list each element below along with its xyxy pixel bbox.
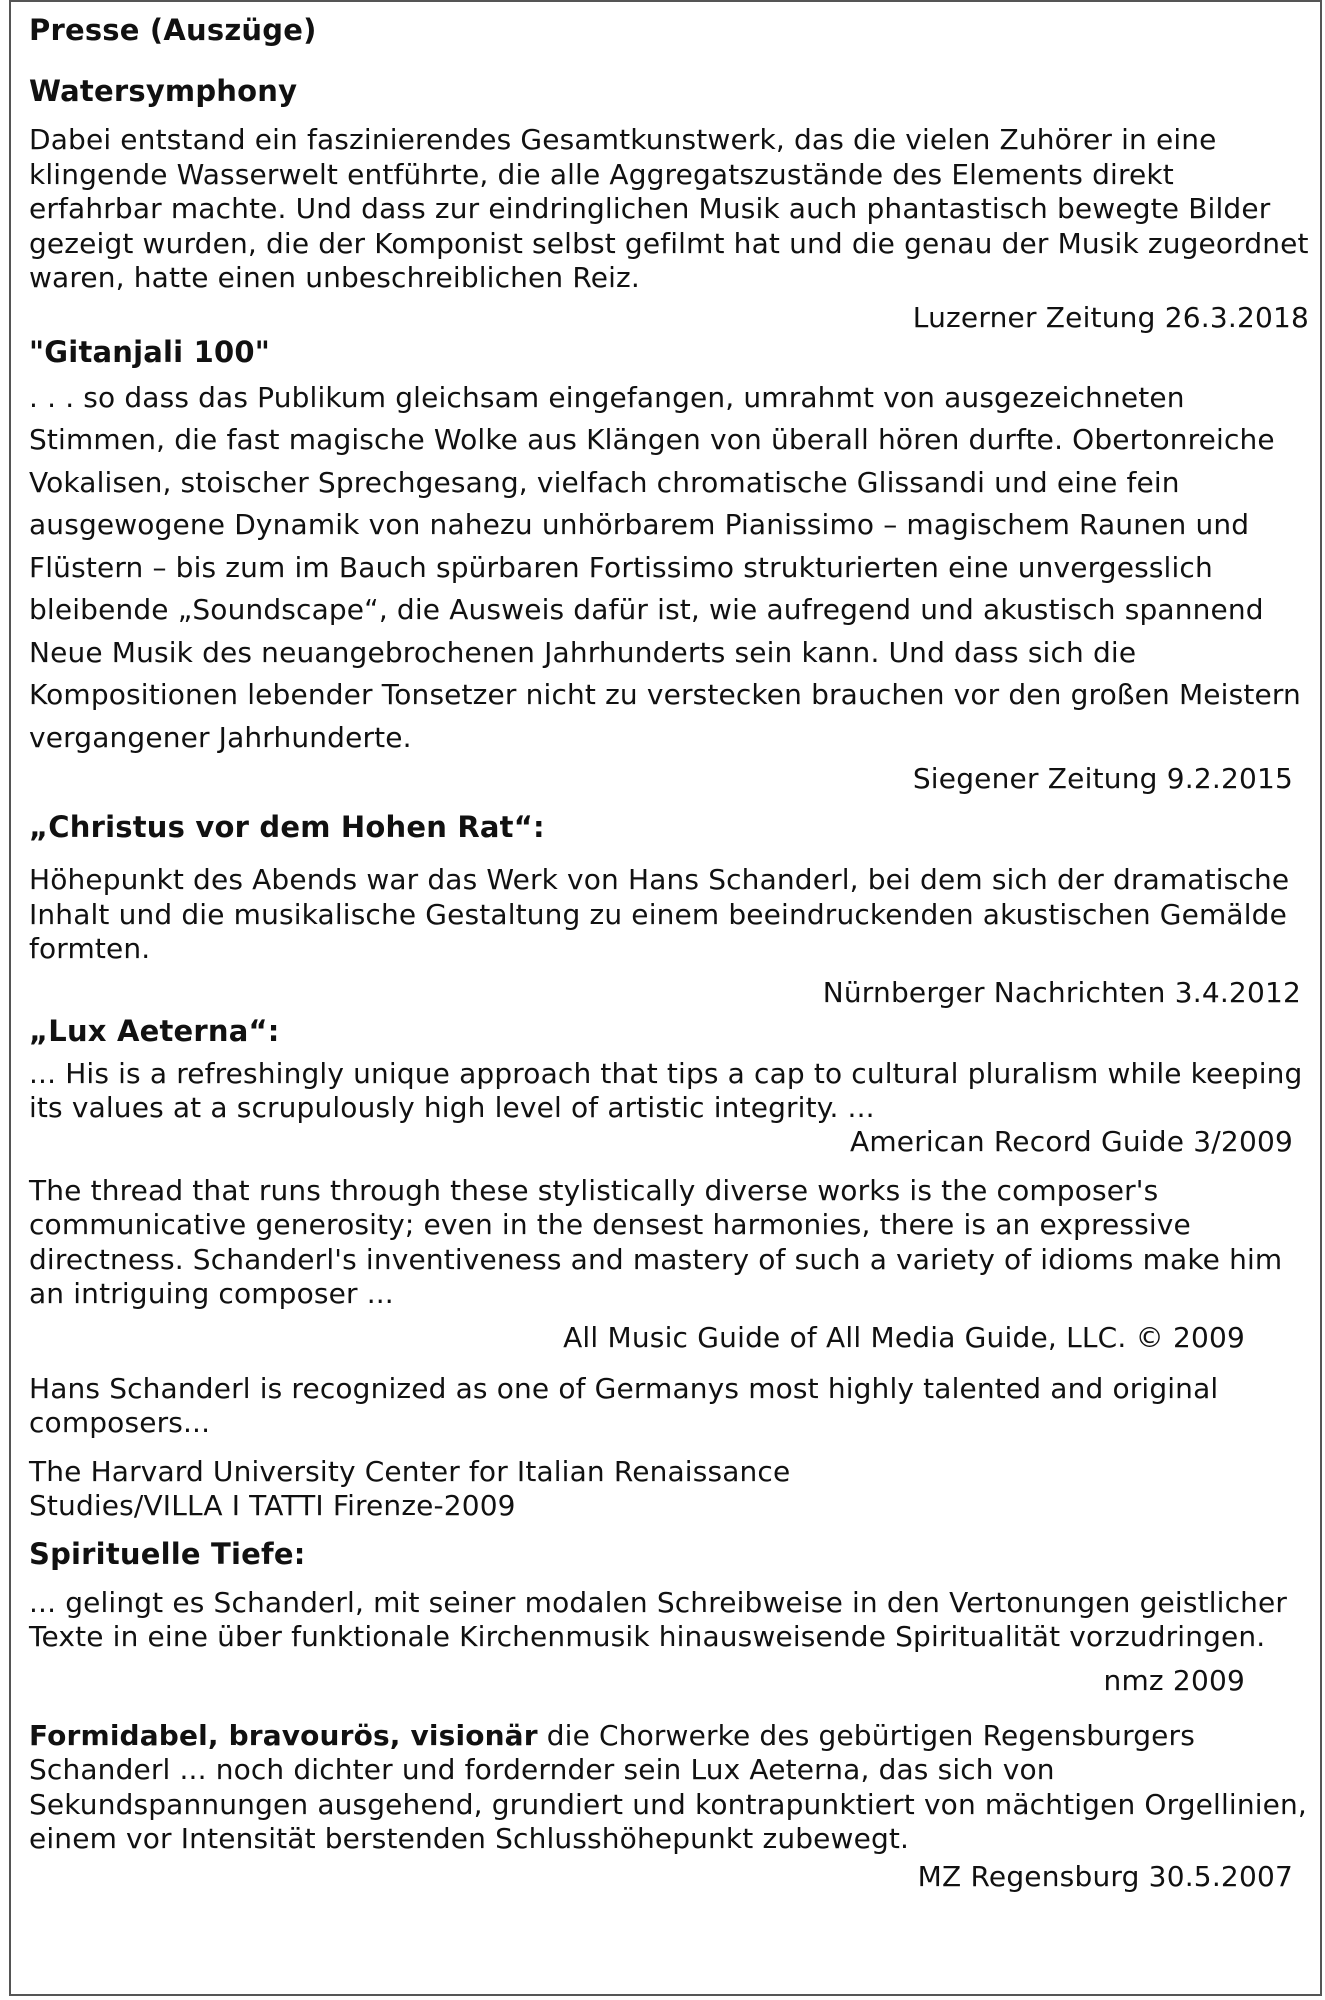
quote-lead-bold: Formidabel, bravourös, visionär [29, 1718, 538, 1752]
quote-christus: Höhepunkt des Abends war das Werk von Hans Schanderl, bei dem sich der dramatische Inhalt und die musikalische Gestaltung zu einem beeindruckenden akustischen Gemälde formten. [29, 863, 1290, 965]
quote-nmz: ... gelingt es Schanderl, mit seiner modalen Schreibweise in den Vertonungen geistlicher Texte in eine über funktionale Kirchenmusik hinausweisende Spiritualität vorzudringen. [29, 1585, 1288, 1653]
press-excerpts [29, 12, 1309, 1895]
section-heading-gitanjali: "Gitanjali 100" [29, 334, 271, 369]
section-heading-spirituelle-tiefe: Spirituelle Tiefe: [29, 1536, 306, 1571]
section-heading-christus: „Christus vor dem Hohen Rat“: [29, 810, 545, 844]
source-siegener-zeitung: Siegener Zeitung 9.2.2015 [912, 762, 1293, 795]
source-luzerner-zeitung: Luzerner Zeitung 26.3.2018 [912, 300, 1309, 334]
quote-american-record-guide: ... His is a refreshingly unique approach that tips a cap to cultural pluralism while keeping its values at a scrupulously high level of artistic integrity. ... [29, 1056, 1303, 1124]
quote-harvard: Hans Schanderl is recognized as one of Germanys most highly talented and original composers... [29, 1371, 1219, 1439]
section-heading-watersymphony: Watersymphony [29, 74, 298, 108]
quote-all-music-guide: The thread that runs through these stylistically diverse works is the composer's communicative generosity; even in the densest harmonies, there is an expressive directness. Schanderl's inventiveness and mastery of such a variety of idioms make him an intriguing composer ... [29, 1173, 1283, 1310]
source-all-music-guide: All Music Guide of All Media Guide, LLC. © 2009 [563, 1320, 1245, 1354]
page-title: Presse (Auszüge) [29, 13, 317, 47]
quote-mz-regensburg [29, 1719, 1309, 1857]
section-heading-lux-aeterna: „Lux Aeterna“: [29, 1013, 280, 1048]
quote-mz-regensburg-body: die Chorwerke des gebürtigen Regensburgers Schanderl ... noch dichter und fordernder sein Lux Aeterna, das sich von Sekundspannungen ausgehend, grundiert und kontrapunktiert von mächtigen Orgellinien, einem vor Intensität berstenden Schlusshöhepunkt zubewegt. [29, 1718, 1307, 1855]
quote-watersymphony: Dabei entstand ein faszinierendes Gesamtkunstwerk, das die vielen Zuhörer in eine klingende Wasserwelt entführte, die alle Aggregatszustände des Elements direkt erfahrbar machte. Und dass zur eindringlichen Musik auch phantastisch bewegte Bilder gezeigt wurden, die der Komponist selbst gefilmt hat und die genau der Musik zugeordnet waren, hatte einen unbeschreiblichen Reiz. [29, 123, 1309, 294]
source-nuernberger-nachrichten: Nürnberger Nachrichten 3.4.2012 [822, 975, 1301, 1009]
source-nmz: nmz 2009 [1103, 1663, 1245, 1697]
source-american-record-guide: American Record Guide 3/2009 [849, 1124, 1293, 1158]
source-harvard: The Harvard University Center for Italian Renaissance Studies/VILLA I TATTI Firenze-2009 [29, 1454, 791, 1522]
source-mz-regensburg: MZ Regensburg 30.5.2007 [917, 1859, 1293, 1893]
quote-gitanjali: . . . so dass das Publikum gleichsam eingefangen, umrahmt von ausgezeichneten Stimmen, die fast magische Wolke aus Klängen von überall hören durfte. Obertonreiche Vokalisen, stoischer Sprechgesang, vielfach chromatische Glissandi und eine fein ausgewogene Dynamik von nahezu unhörbarem Pianissimo – magischem Raunen und Flüstern – bis zum im Bauch spürbaren Fortissimo strukturierten eine unvergesslich bleibende „Soundscape“, die Ausweis dafür ist, wie aufregend und akustisch spannend Neue Musik des neuangebrochenen Jahrhunderts sein kann. Und dass sich die Kompositionen lebender Tonsetzer nicht zu verstecken brauchen vor den großen Meistern vergangener Jahrhunderte. [29, 380, 1301, 754]
